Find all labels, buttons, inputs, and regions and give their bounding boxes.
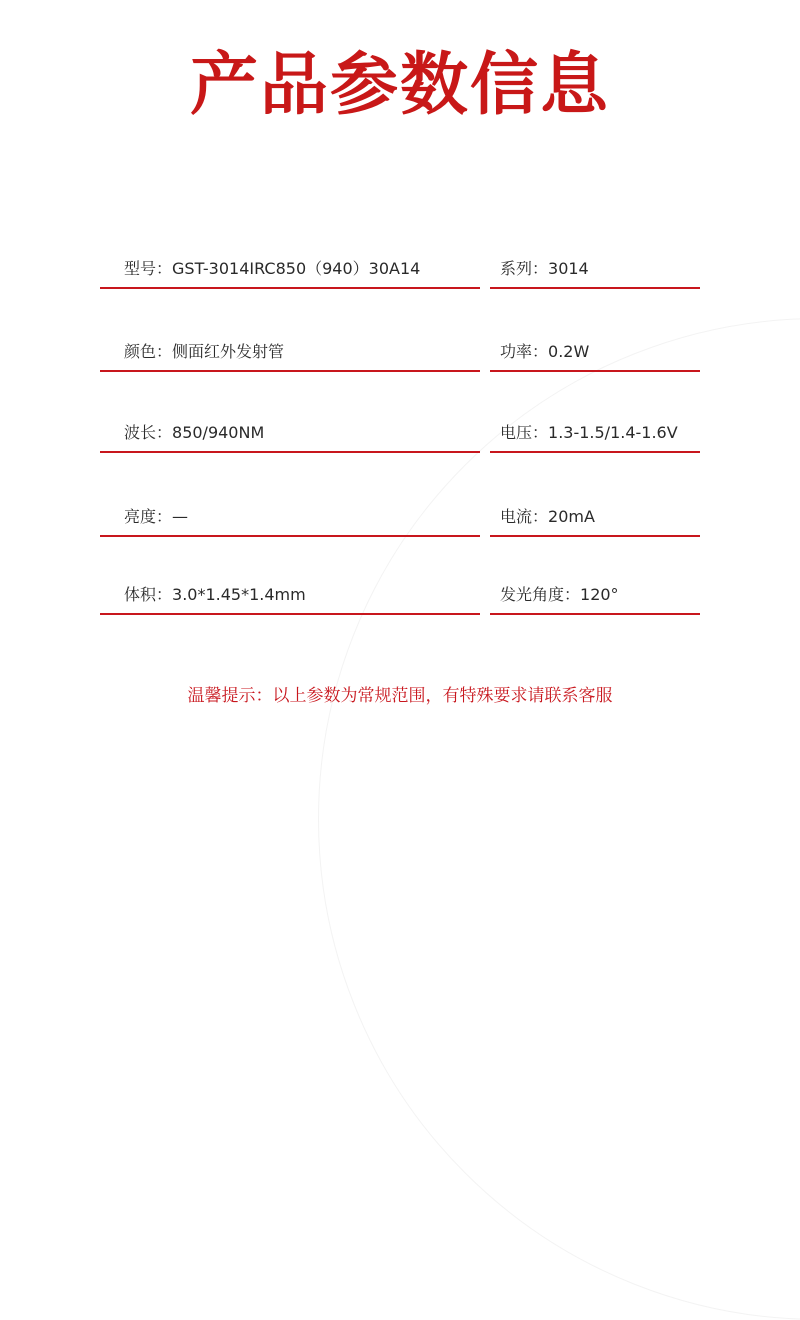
row-divider-right — [490, 535, 700, 537]
spec-value: 侧面红外发射管 — [172, 342, 285, 361]
spec-value: 3.0*1.45*1.4mm — [172, 585, 306, 604]
spec-voltage — [500, 423, 678, 443]
spec-value: — — [172, 507, 189, 526]
spec-row-brightness — [100, 477, 700, 537]
spec-angle — [500, 585, 619, 605]
spec-brightness — [124, 507, 188, 527]
spec-value: 20mA — [548, 507, 595, 526]
row-divider-left — [100, 451, 480, 453]
spec-label: 功率： — [500, 342, 549, 361]
spec-row-model — [100, 229, 700, 289]
spec-label: 电流： — [500, 507, 549, 526]
row-divider-left — [100, 287, 480, 289]
row-divider-right — [490, 287, 700, 289]
spec-row-size — [100, 555, 700, 615]
spec-color — [124, 342, 284, 362]
decorative-arc — [318, 318, 800, 1320]
spec-value: 120° — [580, 585, 619, 604]
spec-row-wavelength — [100, 393, 700, 453]
spec-label: 亮度： — [124, 507, 173, 526]
row-divider-left — [100, 370, 480, 372]
row-divider-right — [490, 451, 700, 453]
spec-label: 发光角度： — [500, 585, 581, 604]
row-divider-right — [490, 370, 700, 372]
spec-label: 型号： — [124, 259, 173, 278]
spec-value: 0.2W — [548, 342, 590, 361]
spec-power — [500, 342, 589, 362]
spec-label: 电压： — [500, 423, 549, 442]
spec-wavelength — [124, 423, 264, 443]
spec-current — [500, 507, 595, 527]
row-divider-right — [490, 613, 700, 615]
spec-label: 颜色： — [124, 342, 173, 361]
spec-label: 波长： — [124, 423, 173, 442]
spec-model — [124, 259, 420, 279]
spec-size — [124, 585, 306, 605]
row-divider-left — [100, 613, 480, 615]
spec-value: GST-3014IRC850（940）30A14 — [172, 259, 421, 278]
spec-series — [500, 259, 589, 279]
row-divider-left — [100, 535, 480, 537]
spec-label: 系列： — [500, 259, 549, 278]
footer-note: 温馨提示：以上参数为常规范围，有特殊要求请联系客服 — [187, 686, 613, 706]
spec-value: 850/940NM — [172, 423, 265, 442]
spec-row-color — [100, 312, 700, 372]
spec-value: 3014 — [548, 259, 589, 278]
spec-label: 体积： — [124, 585, 173, 604]
spec-value: 1.3-1.5/1.4-1.6V — [548, 423, 678, 442]
page-title: 产品参数信息 — [189, 46, 610, 125]
